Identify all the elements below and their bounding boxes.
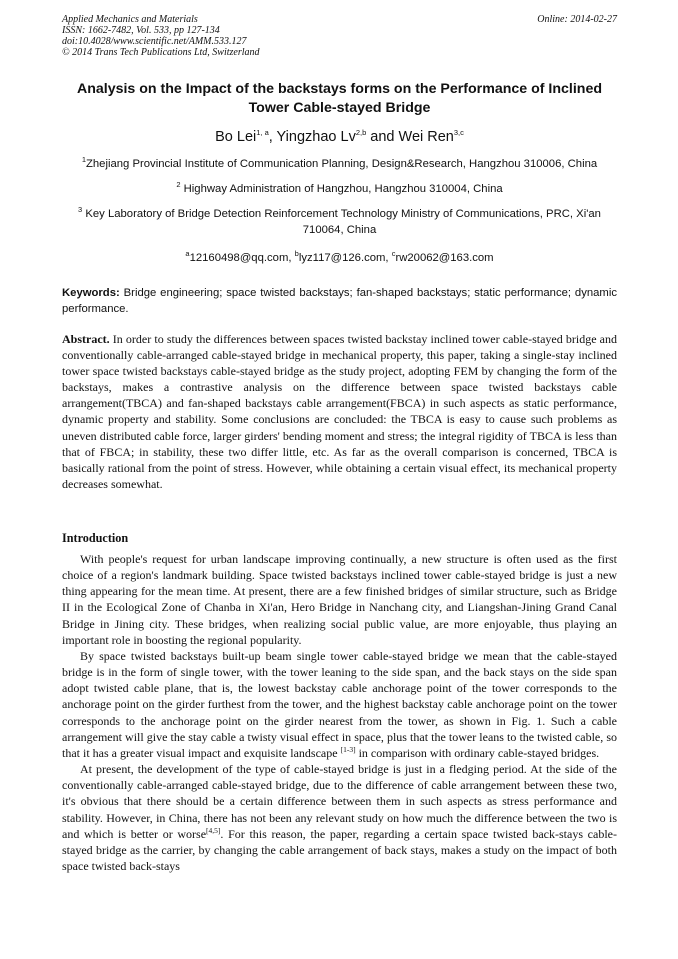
abstract-label: Abstract. xyxy=(62,332,110,346)
doi-line: doi:10.4028/www.scientific.net/AMM.533.127 xyxy=(62,36,247,47)
author-name: Wei Ren xyxy=(398,129,454,145)
author-superscript: 3,c xyxy=(453,128,464,138)
citation: [1-3] xyxy=(340,744,356,754)
affiliation xyxy=(62,206,617,238)
introduction-body xyxy=(62,551,617,874)
paragraph-text: . For this reason, the paper, regarding a certain space twisted back-stays cable-stayed bridge as the carrier, by changing the cable arrangement of back stays, makes a study on the impact of both space twisted back-stays xyxy=(62,826,617,873)
affiliations xyxy=(62,156,617,275)
affiliation-number: 1 xyxy=(81,155,86,165)
issn-line: ISSN: 1662-7482, Vol. 533, pp 127-134 xyxy=(62,25,220,36)
author-name: Bo Lei xyxy=(215,129,257,145)
email-superscript: c xyxy=(391,249,396,259)
author-separator: and xyxy=(366,129,399,145)
keywords xyxy=(62,285,617,317)
paragraph-text: At present, the development of the type of cable-stayed bridge is just in a fledging period. At the side of the conventionally cable-arranged cable-stayed bridge, due to the difference of cable arrangement between these two, it's obvious that there should be a certain difference between them in such aspects as stress performance and stability. However, in China, there has not been any relevant study on how much the difference between the two is and which is better or worse xyxy=(62,762,617,841)
abstract xyxy=(62,331,617,492)
affiliation-text: Key Laboratory of Bridge Detection Reinforcement Technology Ministry of Communications, PRC, Xi'an 710064, China xyxy=(82,208,601,236)
affiliation xyxy=(62,181,617,197)
paper-title: Analysis on the Impact of the backstays forms on the Performance of Inclined Tower Cable-stayed Bridge xyxy=(76,81,603,116)
email-superscript: a xyxy=(185,249,190,259)
email-superscript: b xyxy=(294,249,299,259)
body-paragraph xyxy=(62,761,617,874)
affiliation-text: Zhejiang Provincial Institute of Communication Planning, Design&Research, Hangzhou 310006, China xyxy=(86,158,598,170)
affiliation-text: Highway Administration of Hangzhou, Hangzhou 310004, China xyxy=(180,183,503,195)
abstract-text: In order to study the differences between spaces twisted backstay inclined tower cable-stayed bridge and conventionally cable-arranged cable-stayed bridge in mechanical property, this paper, taking a single-stay inclined tower space twisted backstays cable-stayed bridge as the study project, adopting FEM by changing the form of the backstays, makes a contrastive analysis on the difference between space twisted backstays cable arrangement(TBCA) and fan-shaped backstays cable arrangement(FBCA) in such aspects as static performance, dynamic property and stability. Some conclusions are concluded: the TBCA is easy to cause such problems as uneven distributed cable force, larger girders' bending moment and stress; the integral rigidity of TBCA is less than that of FBCA; in stability, these two differ little, etc. As far as the overall comparison is concerned, TBCA is basically rational from the point of stress. However, while obtaining a certain visual effect, its mechanical property decreases somewhat. xyxy=(62,332,617,491)
body-paragraph xyxy=(62,648,617,761)
author-separator: , xyxy=(268,129,277,145)
paragraph-text: in comparison with ordinary cable-stayed bridges. xyxy=(355,745,600,760)
author-name: Yingzhao Lv xyxy=(276,129,356,145)
email-address: lyz117@126.com, xyxy=(298,252,392,264)
paragraph-text: By space twisted backstays built-up beam single tower cable-stayed bridge we mean that the cable-stayed bridge is in the form of single tower, with the tower leaning to the side span, and the back stays on the side span adopt twisted cable plane, that is, the lowest backstay cable anchorage point of the tower corresponds to the anchorage point on the girder furthest from the tower, and the highest backstay cable anchorage point on the tower corresponds to the anchorage point on the girder nearest from the tower, as shown in Fig. 1. Such a cable arrangement will give the stay cable a twisty visual effect in space, plus that the tower leans to the twisted cable, so that it has a greater visual impact and exquisite landscape xyxy=(62,648,617,760)
author-superscript: 1, a xyxy=(256,128,269,138)
keywords-text: Bridge engineering; space twisted backstays; fan-shaped backstays; static performance; dynamic performance. xyxy=(62,287,617,315)
affiliation-number: 3 xyxy=(78,205,83,215)
email-address: rw20062@163.com xyxy=(395,252,494,264)
online-date: Online: 2014-02-27 xyxy=(537,14,617,25)
copyright-line: © 2014 Trans Tech Publications Ltd, Switzerland xyxy=(62,47,260,58)
affiliation-number: 2 xyxy=(176,180,181,190)
section-heading-introduction: Introduction xyxy=(62,531,129,545)
author-line xyxy=(62,128,617,146)
email-address: 12160498@qq.com, xyxy=(189,252,295,264)
keywords-label: Keywords: xyxy=(62,287,120,299)
email-line xyxy=(62,250,617,266)
citation: [4,5] xyxy=(206,825,221,835)
journal-name: Applied Mechanics and Materials xyxy=(62,14,198,25)
author-superscript: 2,b xyxy=(355,128,367,138)
journal-header xyxy=(62,14,617,58)
affiliation xyxy=(62,156,617,172)
body-paragraph: With people's request for urban landscape improving continually, a new structure is often used as the first choice of a region's landmark building. Space twisted backstays inclined tower cable-stayed bridge is just a new thing appearing for the mean time. At present, there are a few finished bridges of similar structure, such as Bridge II in the Ecological Zone of Chanba in Xi'an, Hero Bridge in Nanchang city, and Liangshan-Jining Grand Canal Bridge in Jining city. These bridges, when realizing social public value, are more enjoyable, thus playing an important role in boosting the regional popularity. xyxy=(62,552,617,647)
